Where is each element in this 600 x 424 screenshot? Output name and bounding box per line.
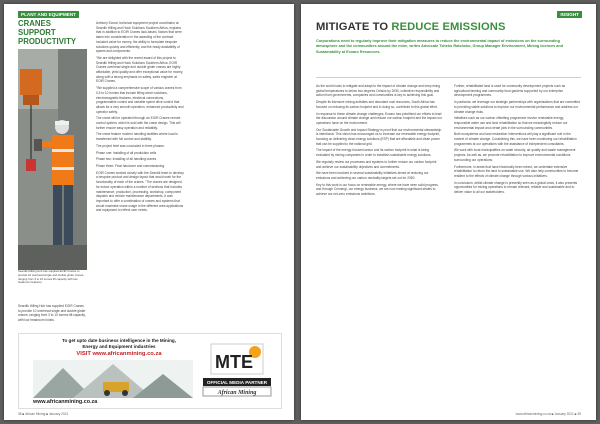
- paragraph: The impact of the energy-focused sector and its carbon footprint is what is being evaluated by mining companies in order to establish sustainable energy solutions.: [316, 148, 432, 158]
- paragraph: We regularly review our processes and systems to further reduce our carbon footprint and achieve our sustainability objectives and commitments.: [316, 159, 437, 169]
- paragraph: Initiatives such as our carbon offsetting programme involve renewable energy, responsible water use and land rehabilitation so that we meaningfully reduce our environmental impact and create jobs in the surrounding communities.: [454, 116, 568, 130]
- paragraph: We work with local municipalities on water security, air quality and waste management projects. As well as, we promote rehabilitation to improve environmental conditions surrounding our operations.: [454, 148, 576, 162]
- paragraph: Seardik Hilling Hob has supplied EOIR Cranes to provide 10 overhead single and double girder cranes, ranging from 3 to 10 tonnes lift capacity, with low headroom hoists.: [18, 304, 86, 323]
- paragraph: EOIR Cranes worked closely with the Seardik team to develop a bespoke product and design layout that would work for the functionality of each of the cranes. "The cranes are designed for indoor operation within a number of sections that includes maintenance, production, processing, workshop, component dispatch and vehicle maintenance departments. It was important to offer a combination of cranes and systems that would maximise crane usage in the different area applications and equipment to reflect user needs.: [96, 170, 184, 213]
- logo-text: MTE: [215, 352, 253, 372]
- paragraph: In response to these climate change challenges, Exxaro has prioritised our efforts to lead the discussion around climate change and reduce our carbon footprint and the impact our operations have on the environment.: [316, 111, 442, 125]
- advert-background-graphic: [33, 360, 193, 398]
- section-tag: INSIGHT: [557, 11, 582, 18]
- advert-tagline: To get upto date business intelligence in the Mining, Energy and Equipment industries: [62, 338, 176, 349]
- left-page: [4, 4, 294, 420]
- mte-logo-icon: [197, 342, 277, 398]
- section-tag: PLANT AND EQUIPMENT: [18, 11, 79, 18]
- paragraph: Key to this work is our focus on renewable energy, where we have seen solid progress, and through Cennergi, our energy business, we are now making significant strides to achieve our net-zero emissions ambitions.: [316, 182, 439, 197]
- photo-caption: Seardik Hillilng Hob has supplied EOIR Cranes to provide 10 overhead single and double girder cranes, ranging from 3 to 10 tonnes lift capacity with low headroom features.: [18, 269, 85, 285]
- africanmining-advert[interactable]: [18, 333, 282, 409]
- paragraph: The crane feature modern handling facilities where load is transferred with full control and stability.: [96, 132, 178, 142]
- paragraph: The project brief was concluded in three phases:: [96, 143, 165, 148]
- crane-operator-photo: [18, 49, 87, 270]
- paragraph: The crane will be operated through an EOIR Cranes remote control system, which is sold with the crane design. This will further ensure easy operation and reliability.: [96, 116, 181, 130]
- paragraph: As the world looks to mitigate and adapt to the impact of climate change and keep rising global temperatures to below two degrees Celsius by 2050, collective responsibility and action from governments, companies and communities is key to achieving this goal.: [316, 84, 441, 98]
- paragraph: "We are delighted with the recent award of this project to Seardik Hilling and Hook Solutions Southern Africa. EOIR Cranes overhead single and double girder cranes are highly affordable, yield quality and offer exceptional value for money, along with a strong emphasis on safety, sales engineer at EOIR Cranes.: [96, 55, 184, 84]
- page-footer: www.africanmining.co.za ■ January 2021 ■ 39: [515, 412, 581, 416]
- paragraph: Our Sustainable Growth and Impact Strategy is proof that our environmental stewardship is intentional. This vision has encouraged us to increase our renewable energy footprint, focusing on delivering clean energy solutions (ESP) that are affordable and clean power that can be supplied to the national grid.: [316, 127, 442, 146]
- paragraph: Anthony Ecoral, technical equipment project coordinator at Seardik Hilling and Hook Solutions Southern Africa, explains that in addition to EOIR Cranes lack-based, factors that were taken into consideration in the awarding of the contract included value for money, the ability to formulate bespoke solutions quickly and efficiently, and the ready availability of spares and components.: [96, 21, 182, 54]
- right-column-1: [316, 84, 442, 409]
- paragraph: In conclusion, whilst climate change is presently seen as a global crisis, it also presents opportunities for mining operations to remain relevant, reliable and sustainable and to deliver value to all our stakeholders.: [454, 180, 578, 195]
- paragraph: Phase one: Installing of all production cells: [96, 150, 157, 155]
- mte-partner-logo: [197, 342, 277, 398]
- advert-website[interactable]: www.africanmining.co.za: [33, 399, 98, 405]
- divider: [316, 77, 581, 78]
- left-column-2: [96, 21, 184, 326]
- page-footer: 38 ■ African Mining ■ January 2021: [18, 412, 69, 416]
- logo-brand: African Mining: [217, 390, 257, 396]
- paragraph: Both ecosystems and land restoration interventions will play a significant role in the context of climate change. Considering this, we have been monitoring our rehabilitation programmes at our operations with the assistance of independent consultants.: [454, 132, 577, 146]
- right-page: [301, 4, 596, 420]
- headline-part-2: REDUCE EMISSIONS: [391, 21, 506, 33]
- right-column-2: [454, 84, 581, 409]
- paragraph: We have been involved in several sustainability initiatives aimed at reducing our emissions and achieving our carbon neutrality targets set out for 2050.: [316, 171, 429, 180]
- paragraph: Phase two: Installing of all handling cranes: [96, 157, 157, 162]
- paragraph: Despite its intensive mining activities and abundant coal resources, South Africa has focused on reducing its carbon footprint and in doing so, contribute to this global effort.: [316, 100, 438, 109]
- left-column-1: [18, 304, 87, 325]
- paragraph: Furthermore, in areas that have historically been mined, we undertake extensive rehabilitation to return the land to sustainable use. We also help communities to become resilient to the effects of climate change through various initiatives.: [454, 164, 579, 178]
- advert-visit-link[interactable]: VISIT www.africanmining.co.za: [76, 351, 162, 357]
- paragraph: Phase three: Final handover and commissioning: [96, 163, 165, 168]
- standfirst: Corporations need to regularly improve their mitigation measures to reduce the environmental impact of emissions on the surrounding atmosphere and the communities around the mine, writes Advocate Tsheko Ratsheko, Group Manager Environment, Mining licences and Sustainability at Exxaro Resources.: [316, 39, 564, 54]
- article-headline: CRANES SUPPORT PRODUCTIVITY: [18, 19, 77, 46]
- crane-photo-illustration: [18, 49, 87, 270]
- article-headline: [316, 21, 506, 33]
- headline-part-1: MITIGATE TO: [316, 21, 389, 33]
- paragraph: In particular, we leverage our strategic partnerships with organisations that are committed to providing viable solutions to improve our environmental performance and address our climate change risks.: [454, 100, 580, 114]
- logo-subtitle: OFFICIAL MEDIA PARTNER: [206, 380, 268, 385]
- paragraph: "We supplied a comprehensive scope of various cranes from 0.5 to 10 tonnes that include lifting winch solutions, electromagnetic features, electrical connections, programmable control and variable speed drive control that allows for a very smooth operation, enhanced productivity and operator safety.: [96, 86, 184, 114]
- paragraph: Further, rehabilitated land is used for community development projects such as agricultural farming and community food gardens supported by our enterprise development programmes.: [454, 84, 566, 98]
